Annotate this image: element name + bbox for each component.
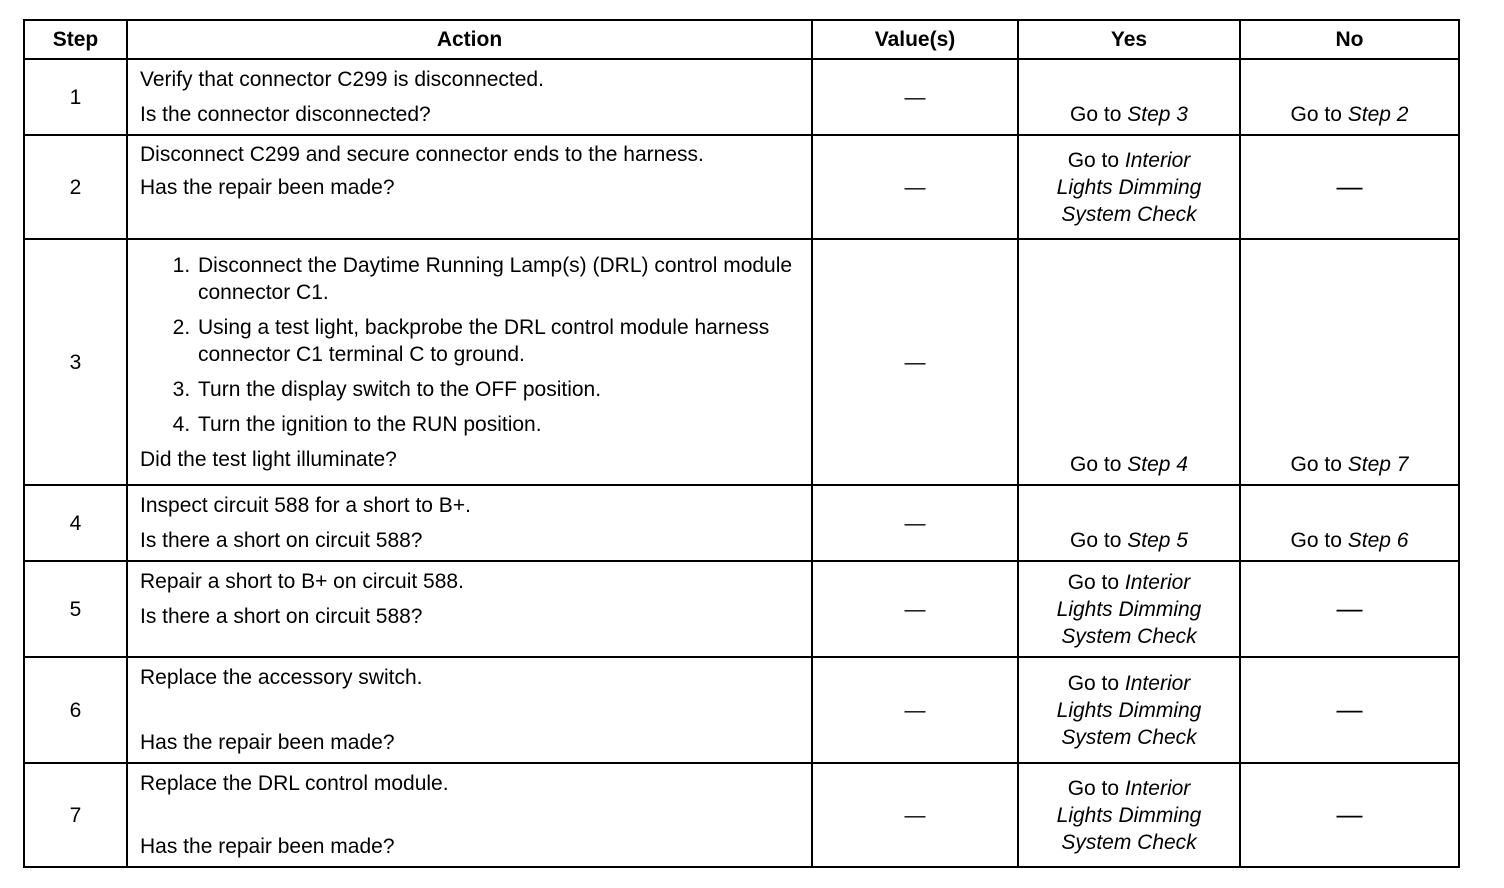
action-cell xyxy=(127,239,812,485)
yes-target: System Check xyxy=(1061,830,1197,854)
step-number: 4 xyxy=(24,485,127,561)
no-cell xyxy=(1240,239,1459,485)
action-question: Did the test light illuminate? xyxy=(140,448,397,471)
header-row xyxy=(24,20,1459,59)
no-cell xyxy=(1240,763,1459,867)
yes-target: Lights Dimming xyxy=(1056,803,1202,827)
table-row xyxy=(24,561,1459,657)
go-to-label: Go to xyxy=(1290,103,1342,126)
table-row xyxy=(24,485,1459,561)
yes-target: Step 5 xyxy=(1127,529,1188,552)
action-question: Has the repair been made? xyxy=(140,176,395,199)
action-text: Inspect circuit 588 for a short to B+. xyxy=(140,494,471,517)
table-row xyxy=(24,135,1459,239)
no-cell xyxy=(1240,135,1459,239)
action-cell xyxy=(127,763,812,867)
list-item: 3. Turn the display switch to the OFF position. xyxy=(196,376,801,403)
step-number: 7 xyxy=(24,763,127,867)
go-to-label: Go to xyxy=(1070,103,1122,126)
no-value: — xyxy=(1336,693,1363,724)
yes-cell xyxy=(1018,561,1240,657)
step-number: 2 xyxy=(24,135,127,239)
no-cell xyxy=(1240,485,1459,561)
yes-target: Lights Dimming xyxy=(1056,175,1202,199)
no-target: Step 7 xyxy=(1347,453,1409,476)
yes-target: Lights Dimming xyxy=(1056,597,1202,621)
list-item: 1. Disconnect the Daytime Running Lamp(s) (DRL) control module connector C1. xyxy=(196,252,801,306)
action-text: Repair a short to B+ on circuit 588. xyxy=(140,570,464,593)
go-to-label: Go to xyxy=(1067,148,1120,172)
no-value: — xyxy=(1336,170,1363,201)
yes-target: Interior xyxy=(1124,776,1191,800)
yes-target: System Check xyxy=(1061,202,1197,226)
action-cell xyxy=(127,657,812,763)
action-text: Replace the accessory switch. xyxy=(140,666,423,689)
action-list xyxy=(140,252,801,438)
yes-target: Step 3 xyxy=(1127,103,1188,126)
yes-cell xyxy=(1018,657,1240,763)
no-cell xyxy=(1240,657,1459,763)
header-values: Value(s) xyxy=(812,20,1018,59)
action-question: Is there a short on circuit 588? xyxy=(140,529,423,552)
action-text: Disconnect C299 and secure connector ends to the harness. xyxy=(140,143,704,166)
yes-target: Interior xyxy=(1124,570,1191,594)
action-cell xyxy=(127,59,812,135)
action-cell xyxy=(127,561,812,657)
action-question: Is the connector disconnected? xyxy=(140,103,431,126)
yes-cell xyxy=(1018,485,1240,561)
no-target: Step 2 xyxy=(1347,103,1409,126)
go-to-label: Go to xyxy=(1067,570,1120,594)
diagnostic-table xyxy=(23,19,1460,868)
yes-target: Interior xyxy=(1124,671,1191,695)
yes-target: System Check xyxy=(1061,725,1197,749)
yes-target: Step 4 xyxy=(1127,453,1188,476)
go-to-label: Go to xyxy=(1290,529,1342,552)
yes-cell xyxy=(1018,135,1240,239)
header-yes: Yes xyxy=(1018,20,1240,59)
yes-target: Lights Dimming xyxy=(1056,698,1202,722)
step-number: 5 xyxy=(24,561,127,657)
step-number: 3 xyxy=(24,239,127,485)
no-value: — xyxy=(1336,798,1363,829)
yes-cell xyxy=(1018,239,1240,485)
value-cell: — xyxy=(812,763,1018,867)
go-to-label: Go to xyxy=(1070,453,1122,476)
no-target: Step 6 xyxy=(1347,529,1409,552)
go-to-label: Go to xyxy=(1067,671,1120,695)
step-number: 1 xyxy=(24,59,127,135)
header-action: Action xyxy=(127,20,812,59)
action-question: Is there a short on circuit 588? xyxy=(140,605,423,628)
action-cell xyxy=(127,135,812,239)
yes-target: Interior xyxy=(1124,148,1191,172)
no-cell xyxy=(1240,561,1459,657)
action-question: Has the repair been made? xyxy=(140,835,395,858)
header-no: No xyxy=(1240,20,1459,59)
table-row xyxy=(24,763,1459,867)
header-step: Step xyxy=(24,20,127,59)
list-item: 2. Using a test light, backprobe the DRL control module harness connector C1 terminal C to ground. xyxy=(196,314,801,368)
table-row xyxy=(24,59,1459,135)
yes-target: System Check xyxy=(1061,624,1197,648)
action-text: Verify that connector C299 is disconnected. xyxy=(140,68,544,91)
no-cell xyxy=(1240,59,1459,135)
step-number: 6 xyxy=(24,657,127,763)
value-cell: — xyxy=(812,485,1018,561)
no-value: — xyxy=(1336,592,1363,623)
value-cell: — xyxy=(812,59,1018,135)
value-cell: — xyxy=(812,239,1018,485)
value-cell: — xyxy=(812,657,1018,763)
value-cell: — xyxy=(812,561,1018,657)
list-item: 4. Turn the ignition to the RUN position. xyxy=(196,411,801,438)
yes-cell xyxy=(1018,763,1240,867)
go-to-label: Go to xyxy=(1290,453,1342,476)
action-cell xyxy=(127,485,812,561)
go-to-label: Go to xyxy=(1070,529,1122,552)
yes-cell xyxy=(1018,59,1240,135)
action-question: Has the repair been made? xyxy=(140,731,395,754)
go-to-label: Go to xyxy=(1067,776,1120,800)
action-text: Replace the DRL control module. xyxy=(140,772,449,795)
value-cell: — xyxy=(812,135,1018,239)
table-row xyxy=(24,239,1459,485)
table-row xyxy=(24,657,1459,763)
